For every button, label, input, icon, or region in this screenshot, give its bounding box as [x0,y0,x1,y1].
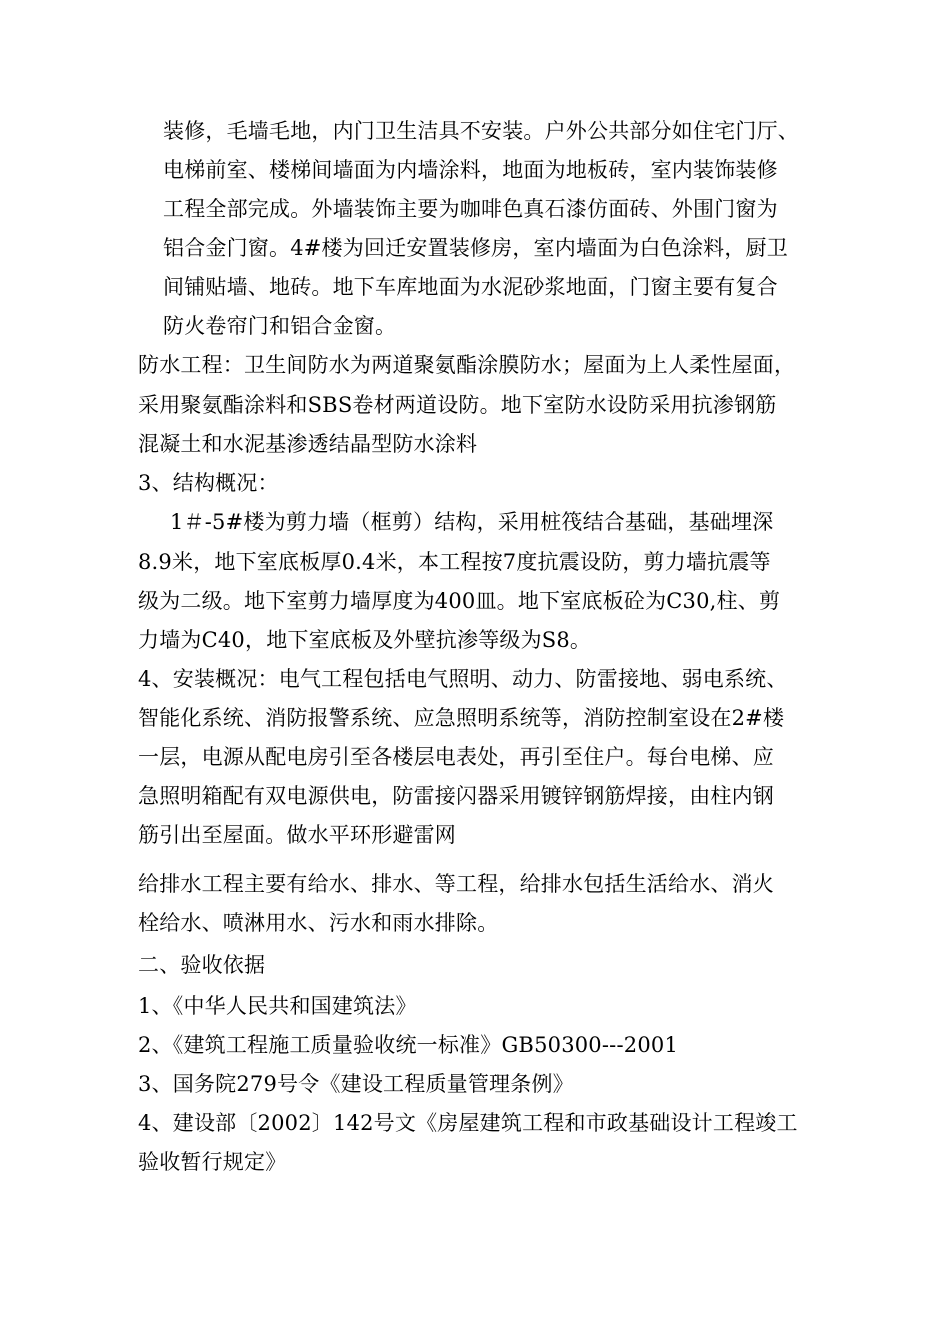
list-item: 2、《建筑工程施工质量验收统一标准》GB50300---2001 [138,1033,679,1057]
text-line: 铝合金门窗。4#楼为回迁安置装修房，室内墙面为白色涂料，厨卫 [163,236,788,260]
list-item: 1、《中华人民共和国建筑法》 [138,994,417,1018]
list-item: 4、建设部〔2002〕142号文《房屋建筑工程和市政基础设计工程竣工 [138,1111,798,1135]
text-line: 防火卷帘门和铝合金窗。 [163,314,397,338]
section-heading: 二、验收依据 [138,953,266,977]
list-item: 验收暂行规定》 [138,1150,287,1174]
text-line: 急照明箱配有双电源供电，防雷接闪器采用镀锌钢筋焊接，由柱内钢 [138,784,774,808]
text-line: 8.9米，地下室底板厚0.4米，本工程按7度抗震设防，剪力墙抗震等 [138,550,771,574]
text-line: 防水工程：卫生间防水为两道聚氨酯涂膜防水；屋面为上人柔性屋面， [138,353,796,377]
text-line: 力墙为C40，地下室底板及外壁抗渗等级为S8。 [138,628,592,652]
text-line: 给排水工程主要有给水、排水、等工程，给排水包括生活给水、消火 [138,872,774,896]
text-line: 1＃-5#楼为剪力墙（框剪）结构，采用桩筏结合基础，基础埋深 [170,510,774,534]
text-line: 装修，毛墙毛地，内门卫生洁具不安装。户外公共部分如住宅门厅、 [163,119,799,143]
text-line: 筋引出至屋面。做水平环形避雷网 [138,823,456,847]
text-line: 智能化系统、消防报警系统、应急照明系统等，消防控制室设在2#楼 [138,706,785,730]
text-line: 采用聚氨酯涂料和SBS卷材两道设防。地下室防水设防采用抗渗钢筋 [138,393,777,417]
list-item: 3、国务院279号令《建设工程质量管理条例》 [138,1072,574,1096]
text-line: 间铺贴墙、地砖。地下车库地面为水泥砂浆地面，门窗主要有复合 [163,275,778,299]
text-line: 混凝土和水泥基渗透结晶型防水涂料 [138,432,478,456]
text-line: 工程全部完成。外墙装饰主要为咖啡色真石漆仿面砖、外围门窗为 [163,197,778,221]
text-line: 电梯前室、楼梯间墙面为内墙涂料，地面为地板砖，室内装饰装修 [163,158,778,182]
text-line: 级为二级。地下室剪力墙厚度为400皿。地下室底板砼为C30,柱、剪 [138,589,781,613]
text-line: 4、安装概况：电气工程包括电气照明、动力、防雷接地、弱电系统、 [138,667,788,691]
text-line: 栓给水、喷淋用水、污水和雨水排除。 [138,911,499,935]
text-line: 一层，电源从配电房引至各楼层电表处，再引至住户。每台电梯、应 [138,745,774,769]
section-heading: 3、结构概况： [138,471,279,495]
